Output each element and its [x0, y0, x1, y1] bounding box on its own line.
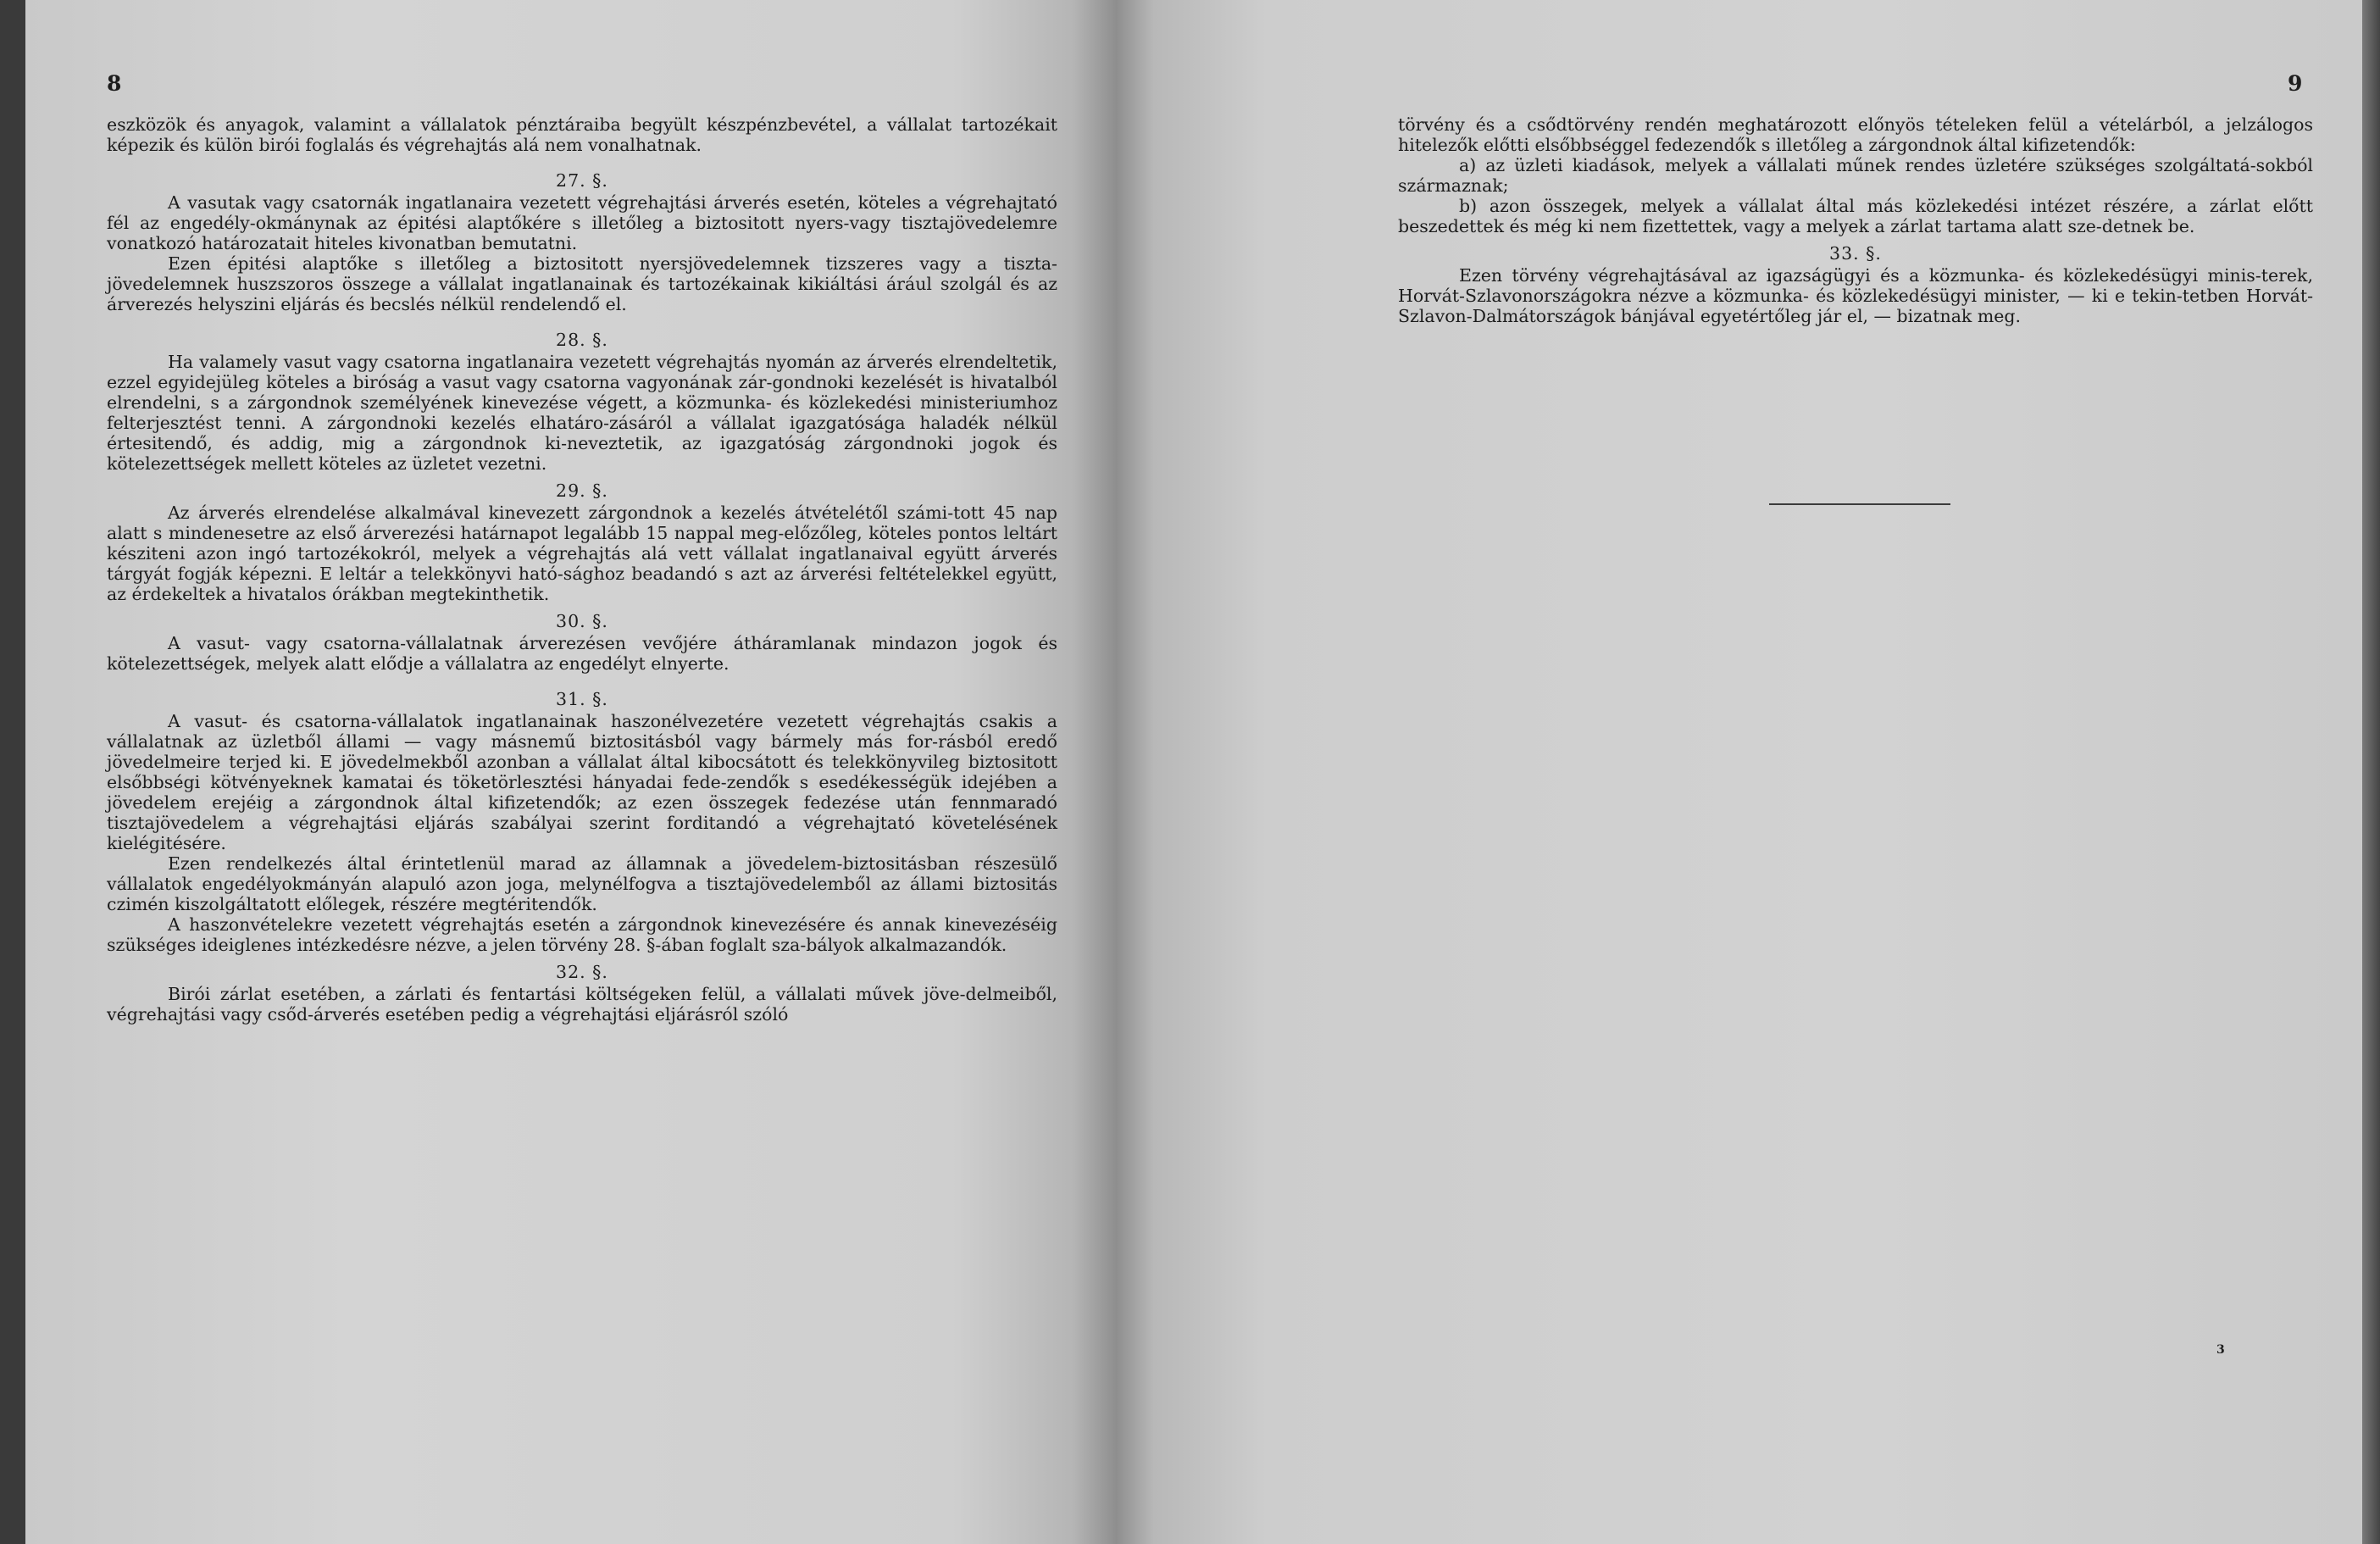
list-item: b) azon összegek, melyek a vállalat által más közlekedési intézet részére, a zárlat előtt beszedettek és még ki nem fizettettek, vagy a melyek a zárlat tartama alatt sze-detnek be.	[1398, 196, 2313, 236]
paragraph: A haszonvételekre vezetett végrehajtás esetén a zárgondnok kinevezésére és annak kinevezéséig szükséges ideiglenes intézkedésre nézve, a jelen törvény 28. §-ában foglalt sza-bályok alkalmazandók.	[107, 914, 1057, 955]
section-heading: 30. §.	[556, 611, 608, 631]
paragraph: Ha valamely vasut vagy csatorna ingatlanaira vezetett végrehajtás nyomán az árverés elrendeltetik, ezzel egyidejüleg köteles a biróság a vasut vagy csatorna vagyonának zár-gondnoki kezelését is hivatalból elrendelni, s a zárgondnok személyének kinevezése végett, a közmunka- és közlekedési ministeriumhoz felterjesztést tenni. A zárgondnoki kezelés elhatáro-zásáról a vállalat igazgatósága haladék nélkül értesitendő, és addig, mig a zárgondnok ki-neveztetik, az igazgatóság zárgondnoki jogok és kötelezettségek mellett köteles az üzletet vezetni.	[107, 352, 1057, 474]
book-edge	[2362, 0, 2380, 1544]
paragraph: Birói zárlat esetében, a zárlati és fentartási költségeken felül, a vállalati művek jöve-delmeiből, végrehajtási vagy csőd-árverés esetében pedig a végrehajtási eljárásról szóló	[107, 984, 1057, 1025]
paragraph: Ezen épitési alaptőke s illetőleg a biztositott nyersjövedelemnek tizszeres vagy a tiszta-jövedelemnek huszszoros összege a vállalat ingatlanainak és tartozékainak kikiáltási árául szolgál és az árverezés helyszini eljárás és becslés nélkül rendelendő el.	[107, 253, 1057, 314]
right-text-column	[1398, 114, 2313, 326]
section-heading: 31. §.	[556, 689, 608, 709]
left-text-column	[107, 114, 1057, 1025]
section-heading: 29. §.	[556, 480, 608, 501]
signature-mark: 3	[2216, 1343, 2225, 1357]
list-item: a) az üzleti kiadások, melyek a vállalati műnek rendes üzletére szükséges szolgáltatá-sokból származnak;	[1398, 155, 2313, 196]
paragraph: törvény és a csődtörvény rendén meghatározott előnyös tételeken felül a vételárból, a jelzálogos hitelezők előtti elsőbbséggel fedezendők s illetőleg a zárgondnok által kifizetendők:	[1398, 114, 2313, 155]
page-number-right: 9	[2288, 71, 2303, 96]
end-rule	[1769, 503, 1950, 505]
page-number-left: 8	[107, 71, 122, 96]
paragraph: Az árverés elrendelése alkalmával kinevezett zárgondnok a kezelés átvételétől számi-tott 45 nap alatt s mindenesetre az első árverezési határnapot legalább 15 nappal meg-előzőleg, köteles pontos leltárt késziteni azon ingó tartozékokról, melyek a végrehajtás alá vett vállalat ingatlanaival együtt árverés tárgyát fogják képezni. E leltár a telekkönyvi ható-sághoz beadandó s azt az árverési feltételekkel együtt, az érdekeltek a hivatalos órákban megtekinthetik.	[107, 503, 1057, 604]
section-heading: 28. §.	[556, 330, 608, 350]
paragraph: Ezen törvény végrehajtásával az igazságügyi és a közmunka- és közlekedésügyi minis-terek, Horvát-Szlavonországokra nézve a közmunka- és közlekedésügyi minister, — ki e tekin-tetben Horvát-Szlavon-Dalmátországok bánjával egyetértőleg jár el, — bizatnak meg.	[1398, 265, 2313, 326]
paragraph: Ezen rendelkezés által érintetlenül marad az államnak a jövedelem-biztositásban részesülő vállalatok engedélyokmányán alapuló azon joga, melynélfogva a tisztajövedelemből az állami biztositás czimén kiszolgáltatott előlegek, részére megtéritendők.	[107, 853, 1057, 914]
section-heading: 32. §.	[556, 962, 608, 982]
paragraph: A vasutak vagy csatornák ingatlanaira vezetett végrehajtási árverés esetén, köteles a végrehajtató fél az engedély-okmánynak az épitési alaptőkére s illetőleg a biztositott nyers-vagy tisztajövedelemre vonatkozó határozatait hiteles kivonatban bemutatni.	[107, 192, 1057, 253]
paragraph: A vasut- vagy csatorna-vállalatnak árverezésen vevőjére átháramlanak mindazon jogok és kötelezettségek, melyek alatt elődje a vállalatra az engedélyt elnyerte.	[107, 633, 1057, 674]
section-heading: 33. §.	[1829, 243, 1882, 264]
paragraph: A vasut- és csatorna-vállalatok ingatlanainak haszonélvezetére vezetett végrehajtás csakis a vállalatnak az üzletből állami — vagy másnemű biztositásból vagy bármely más for-rásból eredő jövedelmeire terjed ki. E jövedelmekből azonban a vállalat által kibocsátott és telekkönyvileg biztositott elsőbbségi kötvényeknek kamatai és töketörlesztési hányadai fede-zendők s esedékességük idejében a jövedelem erejéig a zárgondnok által kifizetendők; az ezen összegek fedezése után fennmaradó tisztajövedelem a végrehajtási eljárás szabályai szerint forditandó a végrehajtató követelésének kielégitésére.	[107, 711, 1057, 853]
paragraph: eszközök és anyagok, valamint a vállalatok pénztáraiba begyült készpénzbevétel, a vállalat tartozékait képezik és külön birói foglalás és végrehajtás alá nem vonalhatnak.	[107, 114, 1057, 155]
section-heading: 27. §.	[556, 170, 608, 191]
